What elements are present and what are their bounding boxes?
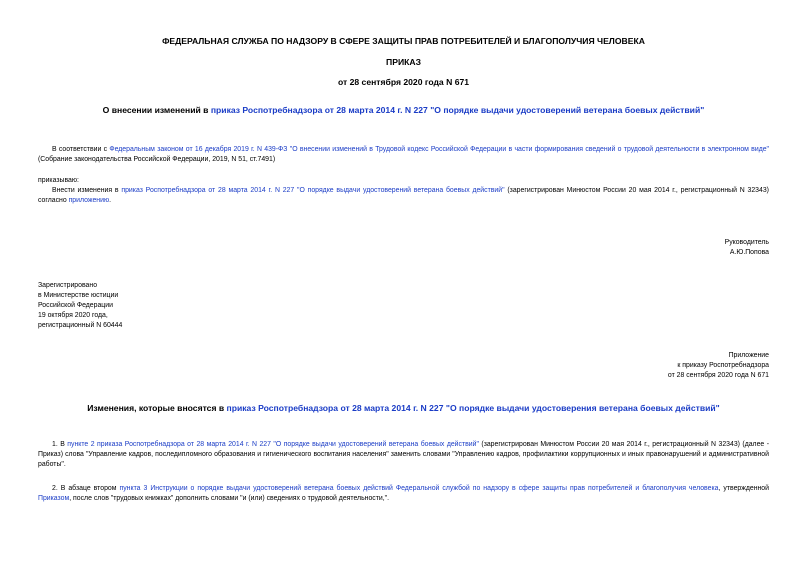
order-subject (0, 105, 807, 115)
order-label: приказываю: (38, 177, 79, 184)
change-item-1 (38, 440, 769, 470)
amended-order-link[interactable]: приказ Роспотребнадзора от 28 марта 2014 г. N 227 "О порядке выдачи удостоверений ветерана боевых действий" (121, 187, 505, 194)
change-item-2 (38, 484, 769, 504)
registration-line: регистрационный N 60444 (38, 322, 123, 329)
signature-title: Руководитель (724, 239, 769, 246)
order-text-middle: (зарегистрирован Минюстом России 20 мая 2014 г., регистрационный N 32343) согласно (38, 187, 769, 204)
registration-line: в Министерстве юстиции (38, 292, 119, 299)
changes-title-prefix: Изменения, которые вносятся в (87, 403, 227, 413)
order-text-end: . (109, 197, 112, 204)
registration-block (38, 281, 122, 331)
item2-text-after: , после слов "трудовых книжках" дополнить словами "и (или) сведениях о трудовой деятельности,". (69, 495, 390, 502)
federal-law-link[interactable]: Федеральным законом от 16 декабря 2019 г. N 439-ФЗ "О внесении изменений в Трудовой кодекс Российской Федерации в части формирования сведений о трудовой деятельности в электронном виде" (109, 146, 769, 153)
subject-link[interactable]: приказ Роспотребнадзора от 28 марта 2014 г. N 227 "О порядке выдачи удостоверений ветерана боевых действий" (210, 105, 705, 115)
changes-title (0, 403, 807, 413)
appendix-line: к приказу Роспотребнадзора (677, 362, 769, 369)
item2-text-before: 2. В абзаце втором (52, 485, 120, 492)
order-paragraph (38, 186, 769, 206)
subject-prefix: О внесении изменений в (102, 105, 211, 115)
registration-line: 19 октября 2020 года, (38, 312, 108, 319)
appendix-link[interactable]: приложению (68, 197, 110, 204)
preamble-text-after: (Собрание законодательства Российской Федерации, 2019, N 51, ст.7491) (38, 156, 276, 163)
item1-text-before: 1. В (52, 441, 68, 448)
appendix-line: от 28 сентября 2020 года N 671 (667, 372, 769, 379)
appendix-line: Приложение (728, 352, 769, 359)
item2-order-link[interactable]: Приказом (38, 495, 70, 502)
item1-text-after: (зарегистрирован Минюстом России 20 мая 2014 г., регистрационный N 32343) (далее - Приказ) слова "Управление кадров, последипломного образования и гигиенического воспитания населения" заменить словами "Управлению кадров, профилактики коррупционных и иных правонарушений и административной работы". (38, 441, 769, 468)
signature-name: А.Ю.Попова (729, 249, 769, 256)
order-text-before: Внести изменения в (52, 187, 122, 194)
preamble-text-before: В соответствии с (52, 146, 110, 153)
preamble-paragraph (38, 145, 769, 165)
order-date-number: от 28 сентября 2020 года N 671 (337, 77, 470, 87)
registration-line: Российской Федерации (38, 302, 113, 309)
item1-link[interactable]: пункте 2 приказа Роспотребнадзора от 28 марта 2014 г. N 227 "О порядке выдачи удостоверений ветерана боевых действий" (67, 441, 479, 448)
registration-line: Зарегистрировано (38, 282, 98, 289)
item2-text-middle: , утвержденной (718, 485, 769, 492)
item2-instruction-link[interactable]: пункта 3 Инструкции о порядке выдачи удостоверений ветерана боевых действий Федеральной службой по надзору в сфере защиты прав потребителей и благополучия человека (119, 485, 719, 492)
appendix-reference (519, 351, 769, 381)
changes-title-link[interactable]: приказ Роспотребнадзора от 28 марта 2014 г. N 227 "О порядке выдачи удостоверения ветерана боевых действий" (226, 403, 720, 413)
doc-type-heading: ПРИКАЗ (386, 57, 421, 67)
agency-heading: ФЕДЕРАЛЬНАЯ СЛУЖБА ПО НАДЗОРУ В СФЕРЕ ЗАЩИТЫ ПРАВ ПОТРЕБИТЕЛЕЙ И БЛАГОПОЛУЧИЯ ЧЕЛОВЕКА (162, 36, 645, 46)
